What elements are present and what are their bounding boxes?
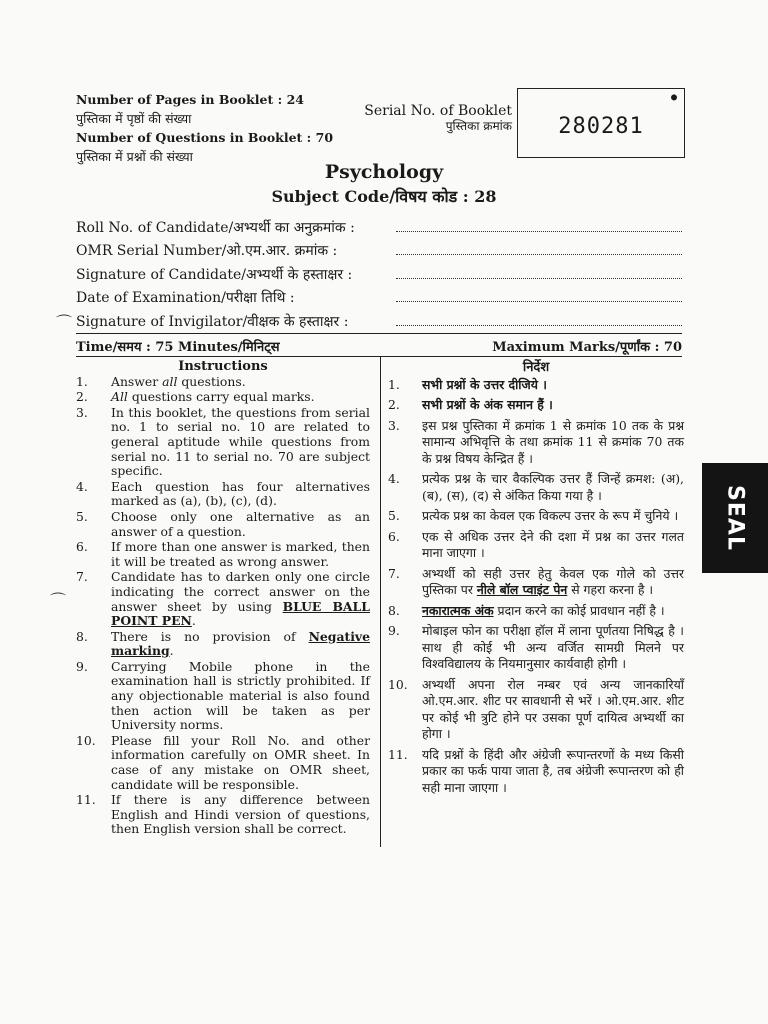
instructions-heading-hindi: निर्देश [522, 360, 550, 375]
instruction-item: 4. Each question has four alternatives marked as (a), (b), (c), (d). [76, 478, 370, 509]
exam-date-label: Date of Examination/परीक्षा तिथि : [76, 290, 295, 306]
questions-count-en: Number of Questions in Booklet : 70 [76, 130, 334, 145]
instruction-item: 11. If there is any difference between English and Hindi version of questions, then English version shall be correct. [76, 792, 370, 837]
serial-label-en: Serial No. of Booklet [364, 103, 512, 119]
time-marks-bar [76, 337, 682, 355]
serial-label-hi: पुस्तिका क्रमांक [445, 119, 512, 133]
omr-serial-line[interactable] [396, 254, 682, 255]
instruction-item-hindi: 8. नकारात्मक अंक प्रदान करने का कोई प्रावधान नहीं है । [388, 602, 665, 618]
instruction-item: 9. Carrying Mobile phone in the examination hall is strictly prohibited. If any objectionable material is also found then action will be taken as per University norms. [76, 658, 370, 733]
instruction-item: 5. Choose only one alternative as an answer of a question. [76, 508, 370, 539]
instruction-item-hindi: 5. प्रत्येक प्रश्न का केवल एक विकल्प उत्तर के रूप में चुनिये । [388, 508, 679, 523]
instruction-item: 10. Please fill your Roll No. and other information carefully on OMR sheet. In case of any mistake on OMR sheet, candidate will be responsible. [76, 732, 370, 792]
invigilator-signature-field[interactable] [76, 307, 682, 331]
seal-label: SEAL [722, 485, 748, 551]
dot-mark: ● [670, 92, 678, 103]
invigilator-signature-label: Signature of Invigilator/वीक्षक के हस्ताक्षर : [76, 313, 349, 330]
instruction-item: 7. Candidate has to darken only one circle indicating the correct answer on the answer sheet by using BLUE BALL POINT PEN. [76, 569, 370, 629]
candidate-fields [76, 213, 682, 331]
exam-date-line[interactable] [396, 301, 682, 302]
pen-mark: ⌒ [50, 591, 67, 610]
omr-serial-label: OMR Serial Number/ओ.एम.आर. क्रमांक : [76, 243, 338, 259]
page-title: Psychology [324, 161, 444, 183]
instructions-hindi [388, 360, 684, 800]
instruction-item: 1. Answer all questions. [76, 373, 246, 389]
instruction-item-hindi: 3. इस प्रश्न पुस्तिका में क्रमांक 1 से क्रमांक 10 तक के प्रश्न सामान्य अभिवृत्ति के तथा क्रमांक 11 से क्रमांक 70 तक के प्रश्न विषय केन्द्रित हैं । [388, 417, 684, 466]
instruction-item: 8. There is no provision of Negative marking. [76, 628, 370, 659]
instructions-heading: Instructions [178, 359, 268, 374]
subject-code: Subject Code/विषय कोड : 28 [271, 187, 497, 206]
instruction-item: 2. All questions carry equal marks. [76, 389, 315, 405]
serial-number-box [517, 88, 685, 158]
instruction-item-hindi: 10. अभ्यर्थी अपना रोल नम्बर एवं अन्य जानकारियाँ ओ.एम.आर. शीट पर सावधानी से भरें । ओ.एम.आर. शीट पर कोई भी त्रुटि होने पर उसका पूर्ण दायित्व अभ्यर्थी का होगा । [388, 676, 684, 741]
candidate-signature-label: Signature of Candidate/अभ्यर्थी के हस्ताक्षर : [76, 266, 353, 283]
omr-serial-field[interactable] [76, 237, 682, 261]
instructions-english [76, 360, 370, 838]
instruction-item-hindi: 9. मोबाइल फोन का परीक्षा हॉल में लाना पूर्णतया निषिद्ध है । साथ ही कोई भी अन्य वर्जित सामग्री मिलने पर विश्वविद्यालय के नियमानुसार कार्यवाही होगी । [388, 623, 684, 671]
invigilator-signature-line[interactable] [396, 325, 682, 326]
seal-tab [702, 463, 768, 573]
roll-no-field[interactable] [76, 213, 682, 237]
questions-count-hi: पुस्तिका में प्रश्नों की संख्या [76, 149, 193, 164]
instruction-item-hindi: 11. यदि प्रश्नों के हिंदी और अंग्रेजी रूपान्तरणों के मध्य किसी प्रकार का फर्क पाया जाता है, तब अंग्रेजी रूपान्तरण को ही सही माना जाएगा । [388, 746, 684, 795]
serial-label [362, 104, 512, 134]
roll-no-line[interactable] [396, 231, 682, 232]
instruction-item-hindi: 6. एक से अधिक उत्तर देने की दशा में प्रश्न का उत्तर गलत माना जाएगा । [388, 528, 684, 560]
instruction-item-hindi: 7. अभ्यर्थी को सही उत्तर हेतु केवल एक गोले को उत्तर पुस्तिका पर नीले बॉल प्वाइंट पेन से गहरा करना है । [388, 565, 684, 597]
exam-date-field[interactable] [76, 284, 682, 308]
maximum-marks: Maximum Marks/पूर्णांक : 70 [492, 340, 682, 355]
serial-number: 280281 [558, 114, 644, 139]
roll-no-label: Roll No. of Candidate/अभ्यर्थी का अनुक्रमांक : [76, 219, 355, 236]
instruction-item-hindi: 4. प्रत्येक प्रश्न के चार वैकल्पिक उत्तर हैं जिन्हें क्रमश: (अ), (ब), (स), (द) से अंकित किया गया है । [388, 471, 684, 503]
candidate-signature-field[interactable] [76, 260, 682, 284]
pages-count-en: Number of Pages in Booklet : 24 [76, 92, 304, 107]
column-divider [380, 357, 381, 847]
divider-bottom [76, 356, 682, 357]
instruction-item: 6. If more than one answer is marked, then it will be treated as wrong answer. [76, 539, 370, 569]
time-allowed: Time/समय : 75 Minutes/मिनिट्स [76, 340, 280, 355]
instruction-item-hindi: 1. सभी प्रश्नों के उत्तर दीजिये । [388, 376, 547, 392]
instruction-item: 3. In this booklet, the questions from serial no. 1 to serial no. 10 are related to general aptitude while questions from serial no. 11 to serial no. 70 are subject specific. [76, 404, 370, 479]
pen-mark: ⌒ [56, 313, 73, 332]
booklet-meta [76, 90, 333, 166]
divider-top [76, 333, 682, 334]
instruction-item-hindi: 2. सभी प्रश्नों के अंक समान हैं । [388, 397, 553, 412]
candidate-signature-line[interactable] [396, 278, 682, 279]
pages-count-hi: पुस्तिका में पृष्ठों की संख्या [76, 111, 192, 126]
